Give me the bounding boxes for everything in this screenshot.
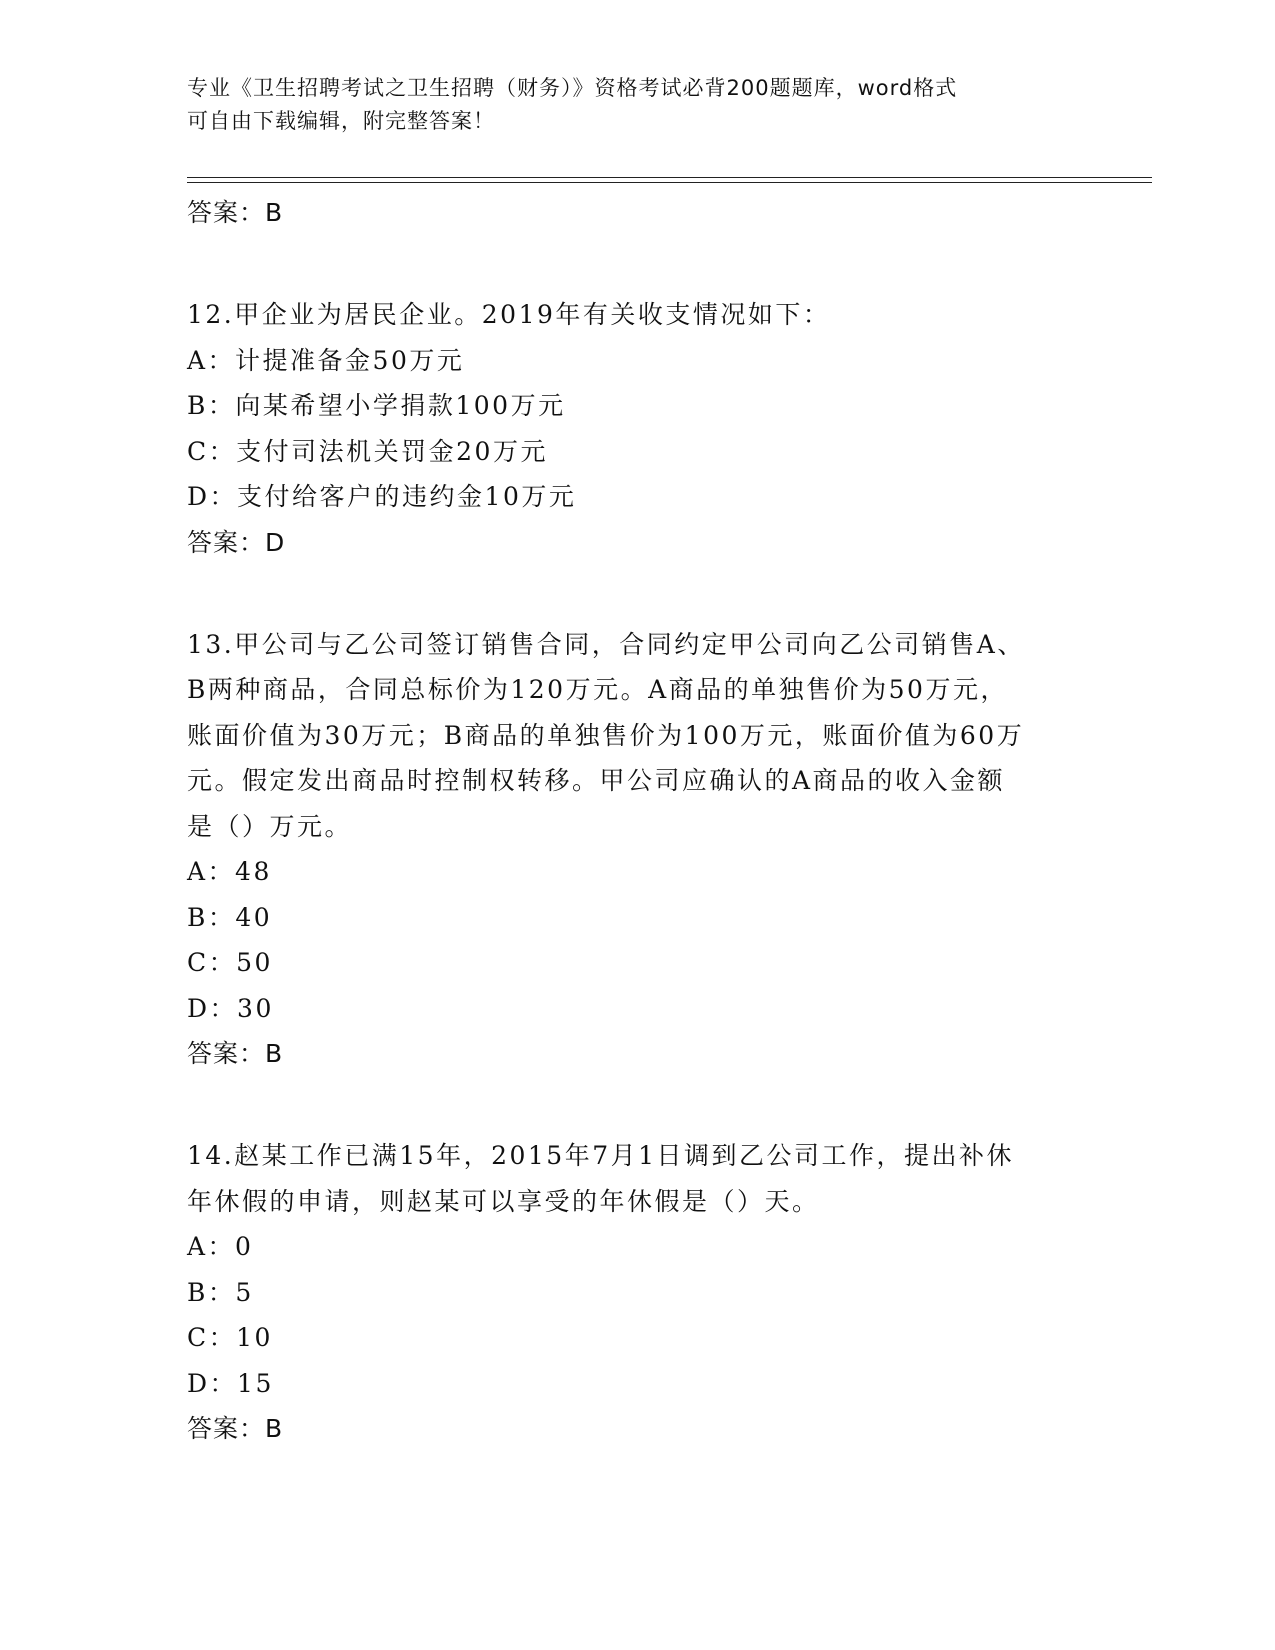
header-rule-top (187, 177, 1152, 178)
question-stem-line: B两种商品，合同总标价为120万元。A商品的单独售价为50万元， (187, 675, 1008, 704)
question-stem-line: 12.甲企业为居民企业。2019年有关收支情况如下： (187, 300, 831, 329)
question-12 (187, 292, 1087, 565)
header-line-1: 专业《卫生招聘考试之卫生招聘（财务）》资格考试必背200题题库，word格式 (187, 76, 958, 100)
option-c: C：支付司法机关罚金20万元 (187, 436, 548, 466)
question-14 (187, 1133, 1087, 1451)
answer-line: 答案：B (187, 1414, 284, 1443)
option-b: B：5 (187, 1277, 254, 1307)
question-13 (187, 622, 1087, 1077)
question-stem-line: 账面价值为30万元；B商品的单独售价为100万元，账面价值为60万 (187, 720, 1025, 750)
question-stem-line: 是（）万元。 (187, 811, 353, 841)
question-stem-line: 13.甲公司与乙公司签订销售合同，合同约定甲公司向乙公司销售A、 (187, 629, 1025, 659)
answer-line: 答案：B (187, 1039, 284, 1068)
option-a: A：48 (187, 857, 272, 886)
spacer (187, 565, 1087, 622)
option-d: D：15 (187, 1368, 274, 1398)
answer-line: 答案：B (187, 198, 284, 227)
option-a: A：0 (187, 1232, 254, 1261)
option-a: A：计提准备金50万元 (187, 345, 465, 375)
spacer (187, 235, 1087, 292)
document-body (187, 190, 1087, 1451)
spacer (187, 1076, 1087, 1133)
option-b: B：40 (187, 902, 273, 932)
question-stem-line: 14.赵某工作已满15年，2015年7月1日调到乙公司工作，提出补休 (187, 1141, 1015, 1170)
option-b: B：向某希望小学捐款100万元 (187, 391, 566, 420)
header-rule-bottom (187, 182, 1152, 183)
question-stem-line: 元。假定发出商品时控制权转移。甲公司应确认的A商品的收入金额 (187, 766, 1006, 795)
option-c: C：50 (187, 948, 273, 977)
question-stem-line: 年休假的申请，则赵某可以享受的年休假是（）天。 (187, 1186, 820, 1216)
option-d: D：30 (187, 993, 274, 1023)
page-header (187, 72, 1067, 138)
header-line-2: 可自由下载编辑，附完整答案！ (187, 109, 495, 133)
option-d: D：支付给客户的违约金10万元 (187, 482, 577, 511)
answer-line: 答案：D (187, 527, 286, 557)
option-c: C：10 (187, 1323, 273, 1352)
